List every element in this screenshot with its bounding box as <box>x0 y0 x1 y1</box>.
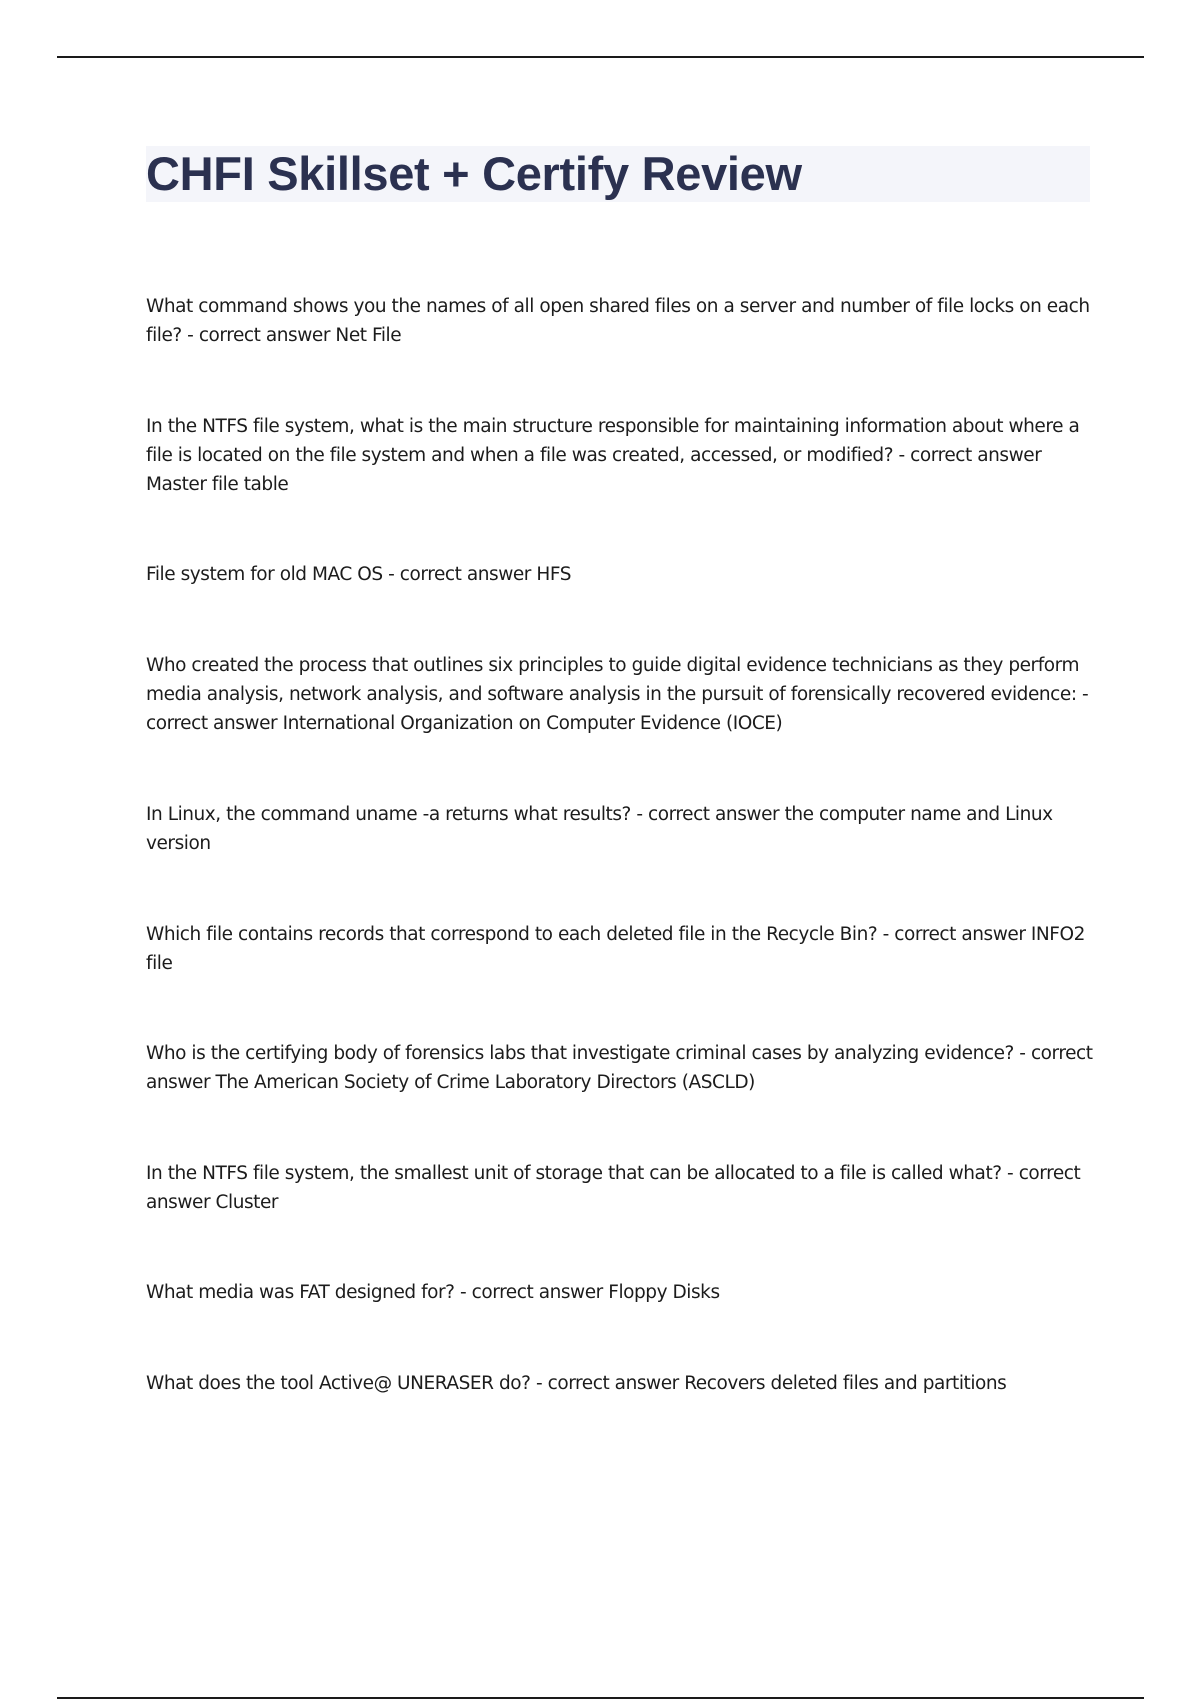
qa-item: File system for old MAC OS - correct answer HFS <box>146 564 572 585</box>
qa-item: What does the tool Active@ UNERASER do? - correct answer Recovers deleted files and partitions <box>146 1373 1007 1394</box>
qa-item: What media was FAT designed for? - correct answer Floppy Disks <box>146 1282 720 1303</box>
qa-item: Which file contains records that correspond to each deleted file in the Recycle Bin? - correct answer INFO2 file <box>146 924 1085 974</box>
bottom-rule <box>57 1697 1144 1699</box>
top-rule <box>57 56 1144 58</box>
qa-item: In the NTFS file system, the smallest unit of storage that can be allocated to a file is called what? - correct answer Cluster <box>146 1163 1081 1213</box>
qa-item: In Linux, the command uname -a returns what results? - correct answer the computer name and Linux version <box>146 804 1053 854</box>
qa-item: What command shows you the names of all open shared files on a server and number of file locks on each file? - correct answer Net File <box>146 296 1090 346</box>
qa-item: In the NTFS file system, what is the main structure responsible for maintaining information about where a file is located on the file system and when a file was created, accessed, or modified? - correct answer Master file table <box>146 416 1080 495</box>
qa-item: Who is the certifying body of forensics labs that investigate criminal cases by analyzing evidence? - correct answer The American Society of Crime Laboratory Directors (ASCLD) <box>146 1043 1093 1093</box>
page-title: CHFI Skillset + Certify Review <box>146 147 802 200</box>
qa-item: Who created the process that outlines six principles to guide digital evidence technicians as they perform media analysis, network analysis, and software analysis in the pursuit of forensically recovered evidence: - correct answer International Organization on Computer Evidence (IOCE) <box>146 655 1089 734</box>
